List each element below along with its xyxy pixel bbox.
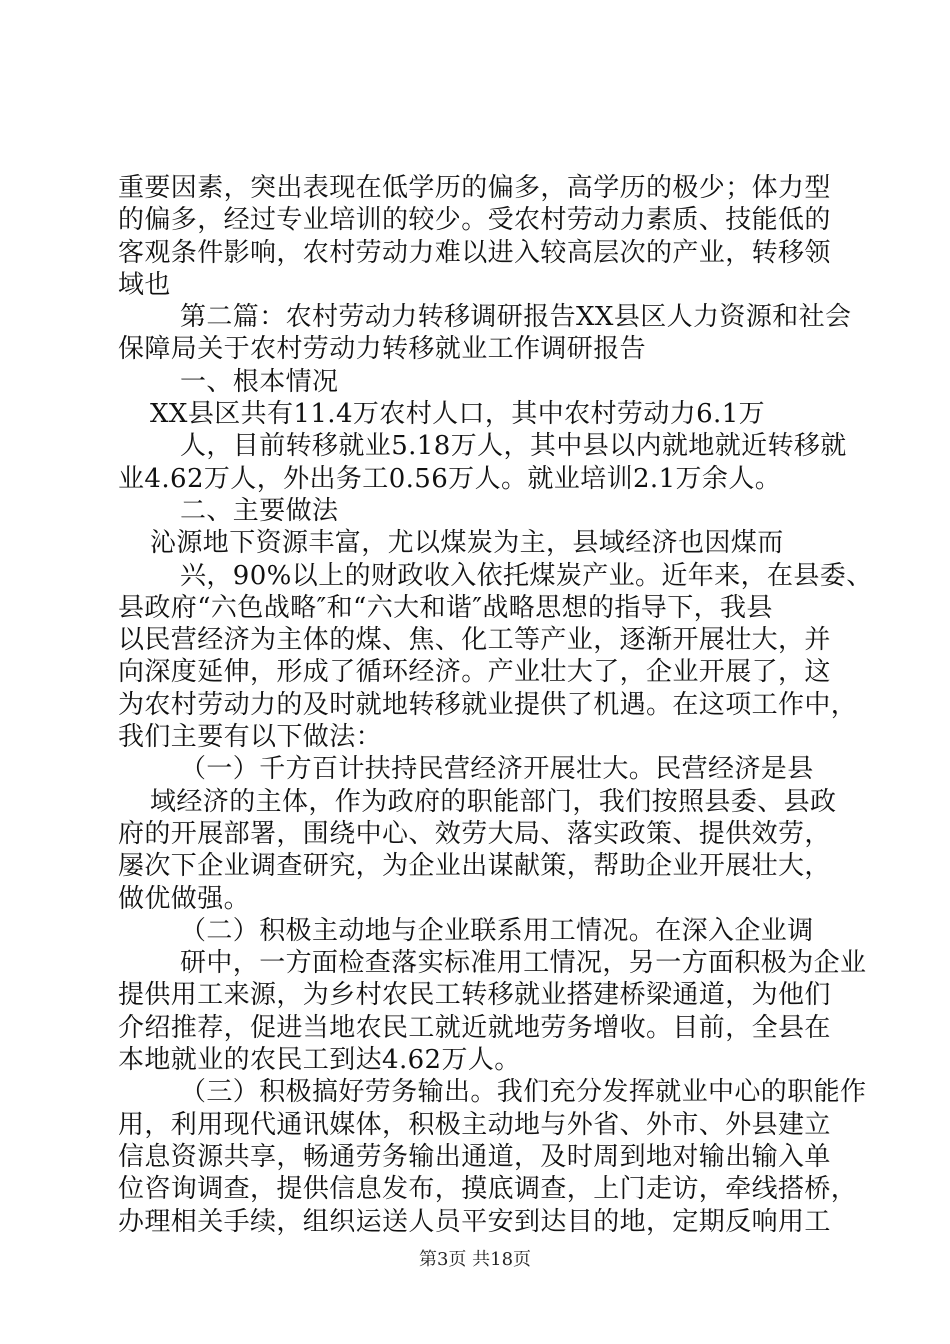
text-line: 做优做强。 (118, 883, 251, 914)
text-line: 办理相关手续，组织运送人员平安到达目的地，定期反响用工 (118, 1206, 831, 1237)
document-body (118, 172, 873, 1238)
text-line: 信息资源共享，畅通劳务输出通道，及时周到地对输出输入单 (118, 1141, 831, 1172)
text-line: 介绍推荐，促进当地农民工就近就地劳务增收。目前，全县在 (118, 1012, 831, 1043)
text-line: 研中，一方面检查落实标准用工情况，另一方面积极为企业 (180, 948, 867, 979)
text-line: 屡次下企业调查研究，为企业出谋献策，帮助企业开展壮大， (118, 851, 831, 882)
text-line: 向深度延伸，形成了循环经济。产业壮大了，企业开展了，这 (118, 657, 831, 688)
text-line: 提供用工来源，为乡村农民工转移就业搭建桥梁通道，为他们 (118, 980, 831, 1011)
text-line: （一）千方百计扶持民营经济开展壮大。民营经济是县 (180, 754, 814, 785)
text-line: 我们主要有以下做法： (118, 722, 383, 753)
text-line: 位咨询调查，提供信息发布，摸底调查，上门走访，牵线搭桥， (118, 1174, 858, 1205)
text-line: 府的开展部署，围绕中心、效劳大局、落实政策、提供效劳， (118, 818, 831, 849)
text-line: 人，目前转移就业5.18万人，其中县以内就地就近转移就 (180, 431, 847, 462)
text-line: 的偏多，经过专业培训的较少。受农村劳动力素质、技能低的 (118, 205, 831, 236)
text-line: 重要因素，突出表现在低学历的偏多，高学历的极少；体力型 (118, 173, 831, 203)
subsection-heading: 二、主要做法 (180, 495, 339, 526)
text-line: 保障局关于农村劳动力转移就业工作调研报告 (118, 334, 647, 365)
text-line: 本地就业的农民工到达4.62万人。 (118, 1045, 521, 1076)
text-line: 域经济的主体，作为政府的职能部门，我们按照县委、县政 (150, 786, 837, 817)
page-footer: 第3页 共18页 (418, 1249, 532, 1270)
text-line: 为农村劳动力的及时就地转移就业提供了机遇。在这项工作中， (118, 689, 858, 720)
text-line: 兴，90%以上的财政收入依托煤炭产业。近年来，在县委、 (180, 560, 873, 591)
text-line: 县政府“六色战略″和“六大和谐″战略思想的指导下，我县 (118, 592, 773, 623)
text-line: 用，利用现代通讯媒体，积极主动地与外省、外市、外县建立 (118, 1109, 831, 1140)
text-line: 客观条件影响，农村劳动力难以进入较高层次的产业，转移领 (118, 237, 831, 268)
text-line: 以民营经济为主体的煤、焦、化工等产业，逐渐开展壮大，并 (118, 625, 831, 656)
text-line: 沁源地下资源丰富，尤以煤炭为主，县域经济也因煤而 (150, 528, 784, 559)
text-line: 业4.62万人，外出务工0.56万人。就业培训2.1万余人。 (118, 463, 782, 494)
text-line: （三）积极搞好劳务输出。我们充分发挥就业中心的职能作 (180, 1077, 867, 1108)
section-heading: 第二篇：农村劳动力转移调研报告XX县区人力资源和社会 (180, 302, 852, 333)
text-line: XX县区共有11.4万农村人口，其中农村劳动力6.1万 (150, 399, 766, 430)
text-line: 域也 (118, 269, 171, 300)
subsection-heading: 一、根本情况 (180, 366, 339, 397)
text-line: （二）积极主动地与企业联系用工情况。在深入企业调 (180, 915, 814, 946)
